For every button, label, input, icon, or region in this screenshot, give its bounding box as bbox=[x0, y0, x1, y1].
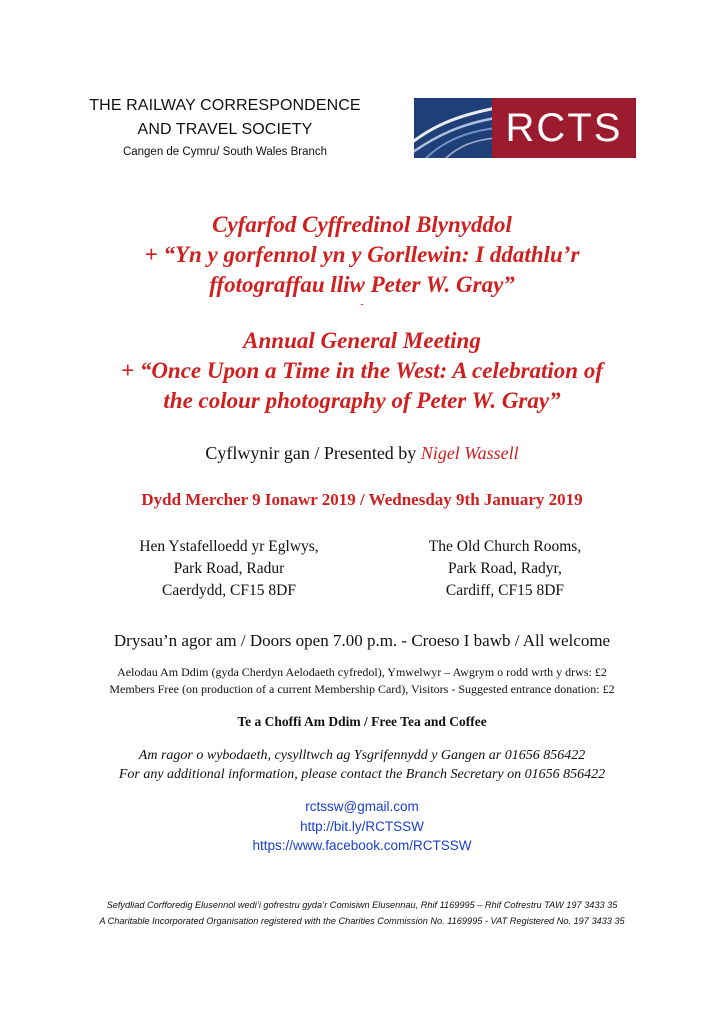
venue-english-line-1: The Old Church Rooms, bbox=[428, 538, 582, 555]
footer-line-welsh: Sefydliad Corfforedig Elusennol wedi’i gofrestru gyda’r Comisiwn Elusennau, Rhif 1169995 – Rhif Cofrestru TAW 197 3433 35 bbox=[106, 900, 618, 910]
logo-rail-graphic bbox=[414, 98, 492, 158]
organisation-header bbox=[60, 94, 390, 160]
welsh-title-line-1: Cyfarfod Cyffredinol Blynyddol bbox=[212, 212, 512, 237]
title-separator: - bbox=[360, 299, 364, 310]
presented-by-label: Cyflwynir gan / Presented by bbox=[205, 443, 417, 463]
presenter-name: Nigel Wassell bbox=[420, 443, 519, 463]
doors-open-time: Drysau’n agor am / Doors open 7.00 p.m. - Croeso I bawb / All welcome bbox=[113, 631, 611, 650]
footer-line-english: A Charitable Incorporated Organisation registered with the Charities Commission No. 1169995 - VAT Registered No. 197 3433 35 bbox=[99, 916, 625, 926]
contact-info bbox=[20, 746, 704, 784]
venue-english-line-3: Cardiff, CF15 8DF bbox=[445, 582, 565, 599]
rail-swoosh-icon bbox=[414, 98, 492, 158]
presented-by bbox=[20, 442, 704, 464]
entry-fees-welsh: Aelodau Am Ddim (gyda Cherdyn Aelodaeth cyfredol), Ymwelwyr – Awgrym o rodd wrth y drws: £2 bbox=[117, 665, 607, 679]
email-link[interactable]: rctssw@gmail.com bbox=[305, 799, 419, 814]
contact-links bbox=[20, 797, 704, 856]
organisation-name-line-2: AND TRAVEL SOCIETY bbox=[137, 121, 313, 138]
venue-address-welsh bbox=[104, 536, 354, 602]
venue-welsh-line-1: Hen Ystafelloedd yr Eglwys, bbox=[139, 538, 319, 555]
venue-welsh-line-3: Caerdydd, CF15 8DF bbox=[162, 582, 296, 599]
venue-welsh-line-2: Park Road, Radur bbox=[173, 560, 285, 577]
english-title-line-2: + “Once Upon a Time in the West: A celebration of bbox=[120, 358, 604, 383]
refreshments-note: Te a Choffi Am Ddim / Free Tea and Coffee bbox=[237, 714, 487, 729]
english-title-line-3: the colour photography of Peter W. Gray” bbox=[163, 388, 561, 413]
english-title-line-1: Annual General Meeting bbox=[243, 328, 481, 353]
entry-fees-english: Members Free (on production of a current Membership Card), Visitors - Suggested entrance donation: £2 bbox=[109, 682, 615, 696]
contact-info-english: For any additional information, please contact the Branch Secretary on 01656 856422 bbox=[118, 767, 606, 782]
bitly-link[interactable]: http://bit.ly/RCTSSW bbox=[300, 818, 424, 834]
charity-registration-footer bbox=[20, 897, 704, 929]
rcts-logo bbox=[414, 98, 636, 158]
entry-fees bbox=[20, 664, 704, 698]
venue-english-line-2: Park Road, Radyr, bbox=[448, 560, 562, 577]
organisation-name-line-1: THE RAILWAY CORRESPONDENCE bbox=[89, 97, 361, 114]
welsh-title bbox=[20, 210, 704, 300]
contact-info-welsh: Am ragor o wybodaeth, cysylltwch ag Ysgrifennydd y Gangen ar 01656 856422 bbox=[138, 748, 586, 763]
facebook-link[interactable]: https://www.facebook.com/RCTSSW bbox=[252, 838, 472, 853]
welsh-title-line-2: + “Yn y gorfennol yn y Gorllewin: I ddathlu’r bbox=[144, 242, 580, 267]
english-title bbox=[20, 326, 704, 416]
event-date: Dydd Mercher 9 Ionawr 2019 / Wednesday 9th January 2019 bbox=[141, 490, 583, 509]
venue-address-english bbox=[380, 536, 630, 602]
welsh-title-line-3: ffotograffau lliw Peter W. Gray” bbox=[209, 272, 515, 297]
branch-name: Cangen de Cymru/ South Wales Branch bbox=[122, 146, 328, 158]
logo-text: RCTS bbox=[505, 106, 623, 150]
